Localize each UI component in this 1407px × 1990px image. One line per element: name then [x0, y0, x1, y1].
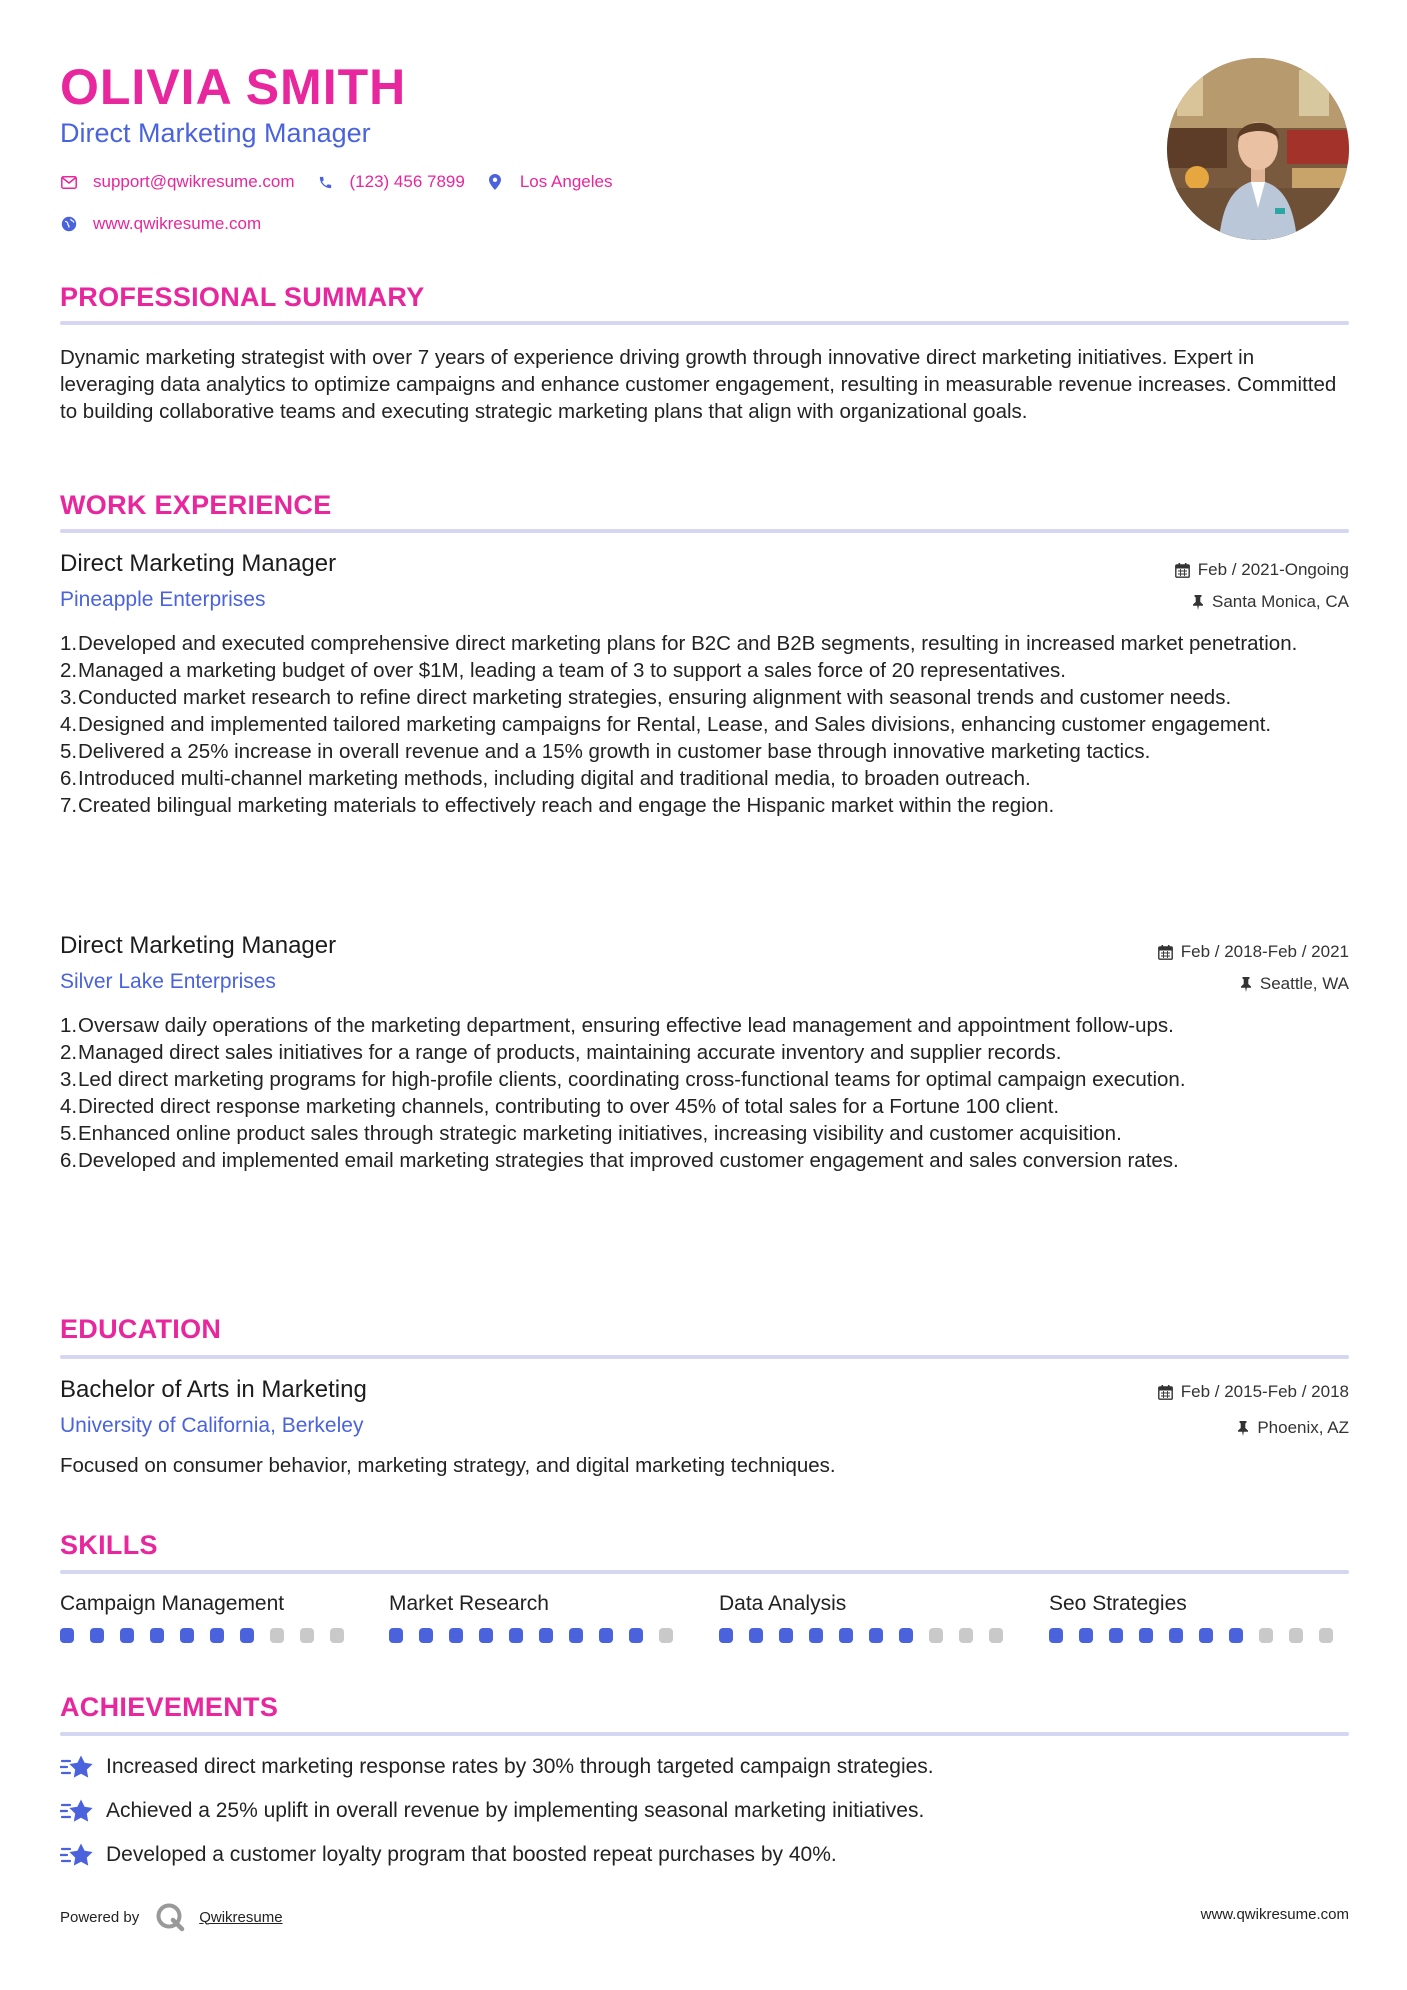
calendar-icon — [1158, 1385, 1173, 1400]
pushpin-icon — [1237, 1421, 1249, 1436]
list-item: 6. Developed and implemented email marketing strategies that improved customer engagement and sales conversion rates. — [60, 1149, 1179, 1172]
candidate-title: Direct Marketing Manager — [60, 118, 371, 148]
skill-level — [389, 1628, 689, 1643]
skill-dot — [749, 1628, 763, 1643]
job-location — [1240, 974, 1349, 994]
skill-dot — [1049, 1628, 1063, 1643]
education-dates-text: Feb / 2015-Feb / 2018 — [1180, 1382, 1349, 1401]
skill-dot — [989, 1628, 1003, 1643]
star-icon — [60, 1842, 94, 1868]
skills-heading: SKILLS — [60, 1530, 158, 1560]
degree-title: Bachelor of Arts in Marketing — [60, 1376, 367, 1403]
section-divider — [60, 1355, 1349, 1359]
list-item: 3. Conducted market research to refine direct marketing strategies, ensuring alignment with seasonal trends and customer needs. — [60, 686, 1232, 709]
list-item: 6. Introduced multi-channel marketing methods, including digital and traditional media, to broaden outreach. — [60, 767, 1031, 790]
skill-dot — [270, 1628, 284, 1643]
skill-name: Campaign Management — [60, 1592, 285, 1615]
skill-dot — [629, 1628, 643, 1643]
skill-item — [389, 1592, 689, 1643]
education-location-text: Phoenix, AZ — [1257, 1418, 1349, 1437]
website-text: www.qwikresume.com — [93, 214, 262, 233]
section-divider — [60, 321, 1349, 325]
calendar-icon — [1158, 945, 1173, 960]
skill-dot — [120, 1628, 134, 1643]
skill-dot — [479, 1628, 493, 1643]
achievement-item — [60, 1798, 924, 1824]
skill-dot — [419, 1628, 433, 1643]
education-location — [1237, 1418, 1349, 1438]
skill-dot — [869, 1628, 883, 1643]
skill-dot — [599, 1628, 613, 1643]
skill-dot — [1229, 1628, 1243, 1643]
list-item: 3. Led direct marketing programs for high-profile clients, coordinating cross-functional teams for optimal campaign execution. — [60, 1068, 1186, 1091]
education-dates — [1158, 1382, 1349, 1402]
job-dates — [1175, 560, 1349, 580]
skill-dot — [1079, 1628, 1093, 1643]
skill-dot — [90, 1628, 104, 1643]
job-title: Direct Marketing Manager — [60, 550, 337, 577]
contact-email[interactable] — [60, 172, 295, 192]
footer-powered-by — [60, 1902, 283, 1932]
brand-link[interactable]: Qwikresume — [199, 1908, 283, 1926]
experience-heading: WORK EXPERIENCE — [60, 490, 332, 520]
skill-dot — [449, 1628, 463, 1643]
skill-dot — [899, 1628, 913, 1643]
candidate-name: OLIVIA SMITH — [60, 59, 407, 115]
education-heading: EDUCATION — [60, 1314, 222, 1344]
section-divider — [60, 1570, 1349, 1574]
star-icon — [60, 1798, 94, 1824]
skill-dot — [1259, 1628, 1273, 1643]
contact-row — [60, 172, 634, 192]
email-text: support@qwikresume.com — [93, 172, 295, 191]
contact-phone[interactable] — [317, 172, 465, 192]
list-item: 5. Enhanced online product sales through strategic marketing initiatives, increasing visibility and customer acquisition. — [60, 1122, 1122, 1145]
phone-icon — [317, 174, 334, 191]
phone-text: (123) 456 7899 — [349, 172, 465, 191]
achievement-text: Developed a customer loyalty program that boosted repeat purchases by 40%. — [106, 1843, 837, 1866]
list-item: 4. Designed and implemented tailored marketing campaigns for Rental, Lease, and Sales divisions, enhancing customer engagement. — [60, 713, 1272, 736]
contact-website-row — [60, 214, 283, 234]
skill-dot — [539, 1628, 553, 1643]
company-name: Silver Lake Enterprises — [60, 970, 276, 993]
footer-site-link[interactable]: www.qwikresume.com — [1200, 1906, 1349, 1923]
skill-dot — [719, 1628, 733, 1643]
education-description: Focused on consumer behavior, marketing strategy, and digital marketing techniques. — [60, 1454, 836, 1477]
pushpin-icon — [1192, 595, 1204, 610]
skill-dot — [1199, 1628, 1213, 1643]
job-title: Direct Marketing Manager — [60, 932, 337, 959]
job-location — [1192, 592, 1349, 612]
skill-dot — [929, 1628, 943, 1643]
achievement-text: Achieved a 25% uplift in overall revenue by implementing seasonal marketing initiatives. — [106, 1799, 925, 1822]
skill-dot — [779, 1628, 793, 1643]
skill-item — [1049, 1592, 1349, 1643]
skill-name: Market Research — [389, 1592, 549, 1615]
location-text: Los Angeles — [519, 172, 613, 191]
section-divider — [60, 1732, 1349, 1736]
globe-icon — [60, 216, 77, 233]
achievement-item — [60, 1754, 934, 1780]
skill-dot — [330, 1628, 344, 1643]
summary-text: Dynamic marketing strategist with over 7 years of experience driving growth through innovative direct marketing initiatives. Expert in leveraging data analytics to optimize campaigns and enhance customer engagement, resulting in measurable revenue increases. Committed to building collaborative teams and executing strategic marketing plans that align with organizational goals. — [60, 346, 1337, 423]
list-item: 1. Oversaw daily operations of the marketing department, ensuring effective lead management and appointment follow-ups. — [60, 1014, 1174, 1037]
skill-dot — [210, 1628, 224, 1643]
skill-level — [719, 1628, 1019, 1643]
skill-dot — [180, 1628, 194, 1643]
envelope-icon — [60, 174, 77, 191]
company-name: Pineapple Enterprises — [60, 588, 266, 611]
skill-dot — [1139, 1628, 1153, 1643]
skill-dot — [240, 1628, 254, 1643]
list-item: 1. Developed and executed comprehensive direct marketing plans for B2C and B2B segments, resulting in increased market penetration. — [60, 632, 1298, 655]
pushpin-icon — [1240, 977, 1252, 992]
skill-item — [719, 1592, 1019, 1643]
contact-website[interactable] — [60, 214, 261, 234]
profile-photo — [1167, 58, 1349, 240]
skill-level — [60, 1628, 360, 1643]
powered-by-label: Powered by — [60, 1908, 140, 1926]
skill-dot — [300, 1628, 314, 1643]
job-dates-text: Feb / 2021-Ongoing — [1197, 560, 1349, 579]
job-dates — [1158, 942, 1349, 962]
skill-dot — [1289, 1628, 1303, 1643]
calendar-icon — [1175, 563, 1190, 578]
skill-dot — [389, 1628, 403, 1643]
skill-dot — [1169, 1628, 1183, 1643]
list-item: 4. Directed direct response marketing channels, contributing to over 45% of total sales for a Fortune 100 client. — [60, 1095, 1060, 1118]
qwikresume-logo-icon — [155, 1902, 185, 1932]
job-dates-text: Feb / 2018-Feb / 2021 — [1180, 942, 1349, 961]
skill-dot — [150, 1628, 164, 1643]
skill-name: Seo Strategies — [1049, 1592, 1187, 1615]
job-bullets — [60, 1012, 1349, 1174]
list-item: 2. Managed a marketing budget of over $1M, leading a team of 3 to support a sales force of 20 representatives. — [60, 659, 1067, 682]
achievement-item — [60, 1842, 837, 1868]
contact-location — [487, 172, 613, 192]
job-location-text: Seattle, WA — [1259, 974, 1349, 993]
list-item: 2. Managed direct sales initiatives for a range of products, maintaining accurate inventory and supplier records. — [60, 1041, 1062, 1064]
school-name: University of California, Berkeley — [60, 1414, 364, 1437]
skill-dot — [1319, 1628, 1333, 1643]
summary-heading: PROFESSIONAL SUMMARY — [60, 282, 425, 312]
map-pin-icon — [487, 174, 504, 191]
skill-dot — [569, 1628, 583, 1643]
job-bullets — [60, 630, 1349, 819]
skill-level — [1049, 1628, 1349, 1643]
skill-dot — [959, 1628, 973, 1643]
skill-name: Data Analysis — [719, 1592, 847, 1615]
list-item: 7. Created bilingual marketing materials to effectively reach and engage the Hispanic market within the region. — [60, 794, 1055, 817]
skill-dot — [1109, 1628, 1123, 1643]
list-item: 5. Delivered a 25% increase in overall revenue and a 15% growth in customer base through innovative marketing tactics. — [60, 740, 1151, 763]
skill-dot — [509, 1628, 523, 1643]
skill-dot — [659, 1628, 673, 1643]
star-icon — [60, 1754, 94, 1780]
skill-dot — [809, 1628, 823, 1643]
skill-item — [60, 1592, 360, 1643]
achievements-heading: ACHIEVEMENTS — [60, 1692, 279, 1722]
skill-dot — [60, 1628, 74, 1643]
section-divider — [60, 529, 1349, 533]
skill-dot — [839, 1628, 853, 1643]
job-location-text: Santa Monica, CA — [1211, 592, 1349, 611]
achievement-text: Increased direct marketing response rates by 30% through targeted campaign strategies. — [106, 1755, 934, 1778]
